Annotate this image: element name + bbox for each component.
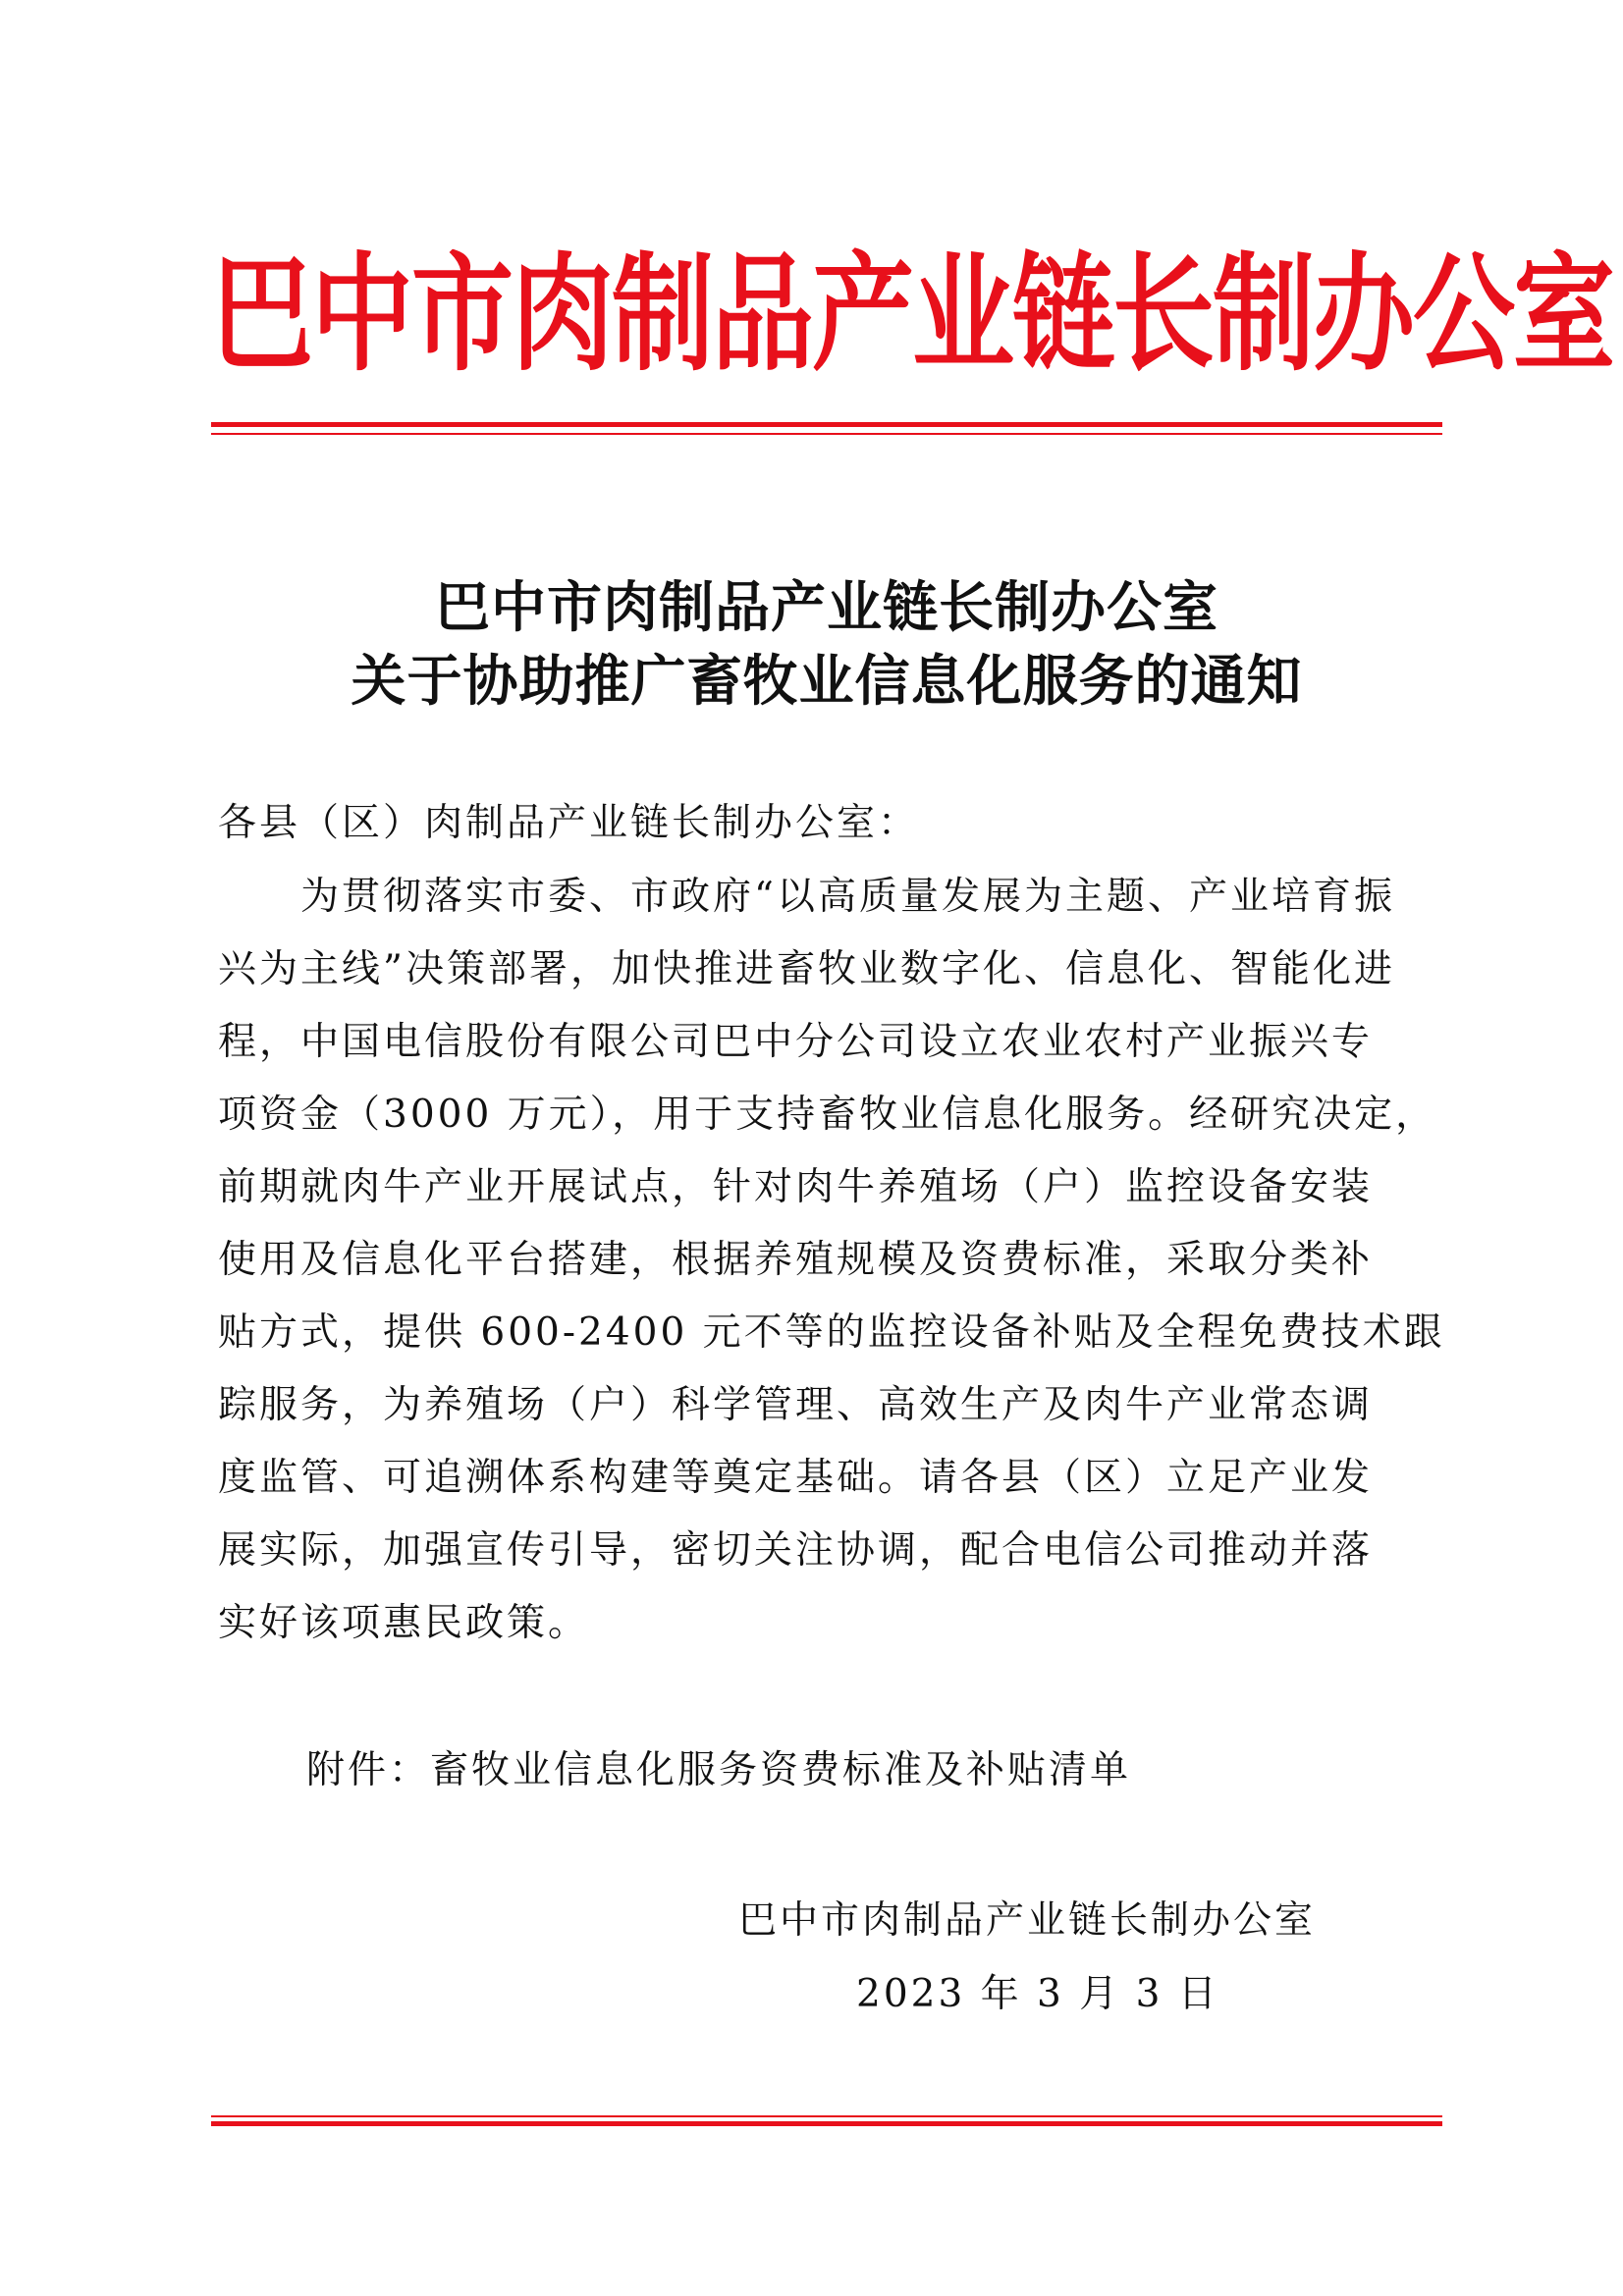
footer-divider-thin	[211, 2115, 1442, 2117]
signature-date: 2023 年 3 月 3 日	[856, 1972, 1219, 2016]
paragraph-line: 贴方式，提供 600-2400 元不等的监控设备补贴及全程免费技术跟	[218, 1310, 1445, 1355]
header-divider-thin	[211, 433, 1442, 435]
paragraph-line: 使用及信息化平台搭建，根据养殖规模及资费标准，采取分类补	[218, 1238, 1374, 1282]
paragraph-line: 踪服务，为养殖场（户）科学管理、高效生产及肉牛产业常态调	[218, 1383, 1374, 1427]
header-divider-thick	[211, 422, 1442, 427]
paragraph-line: 程，中国电信股份有限公司巴中分公司设立农业农村产业振兴专	[218, 1020, 1374, 1064]
header-organization: 巴中市肉制品产业链长制办公室	[211, 239, 1614, 390]
paragraph-line: 展实际，加强宣传引导，密切关注协调，配合电信公司推动并落	[218, 1528, 1374, 1573]
paragraph-line: 度监管、可追溯体系构建等奠定基础。请各县（区）立足产业发	[218, 1456, 1374, 1500]
salutation: 各县（区）肉制品产业链长制办公室：	[218, 801, 920, 845]
footer-divider-thick	[211, 2121, 1442, 2126]
body-paragraph	[218, 861, 1445, 1660]
document-title-line2: 关于协助推广畜牧业信息化服务的通知	[351, 649, 1303, 714]
signature-organization: 巴中市肉制品产业链长制办公室	[738, 1898, 1317, 1943]
document-title-line1: 巴中市肉制品产业链长制办公室	[435, 575, 1218, 640]
paragraph-line: 项资金（3000 万元），用于支持畜牧业信息化服务。经研究决定，	[218, 1093, 1437, 1137]
paragraph-line: 实好该项惠民政策。	[218, 1601, 590, 1645]
paragraph-line: 兴为主线”决策部署，加快推进畜牧业数字化、信息化、智能化进	[218, 947, 1395, 991]
paragraph-line: 前期就肉牛产业开展试点，针对肉牛养殖场（户）监控设备安装	[218, 1165, 1374, 1209]
paragraph-line: 为贯彻落实市委、市政府“以高质量发展为主题、产业培育振	[218, 875, 1395, 919]
attachment-note: 附件：畜牧业信息化服务资费标准及补贴清单	[306, 1748, 1132, 1792]
